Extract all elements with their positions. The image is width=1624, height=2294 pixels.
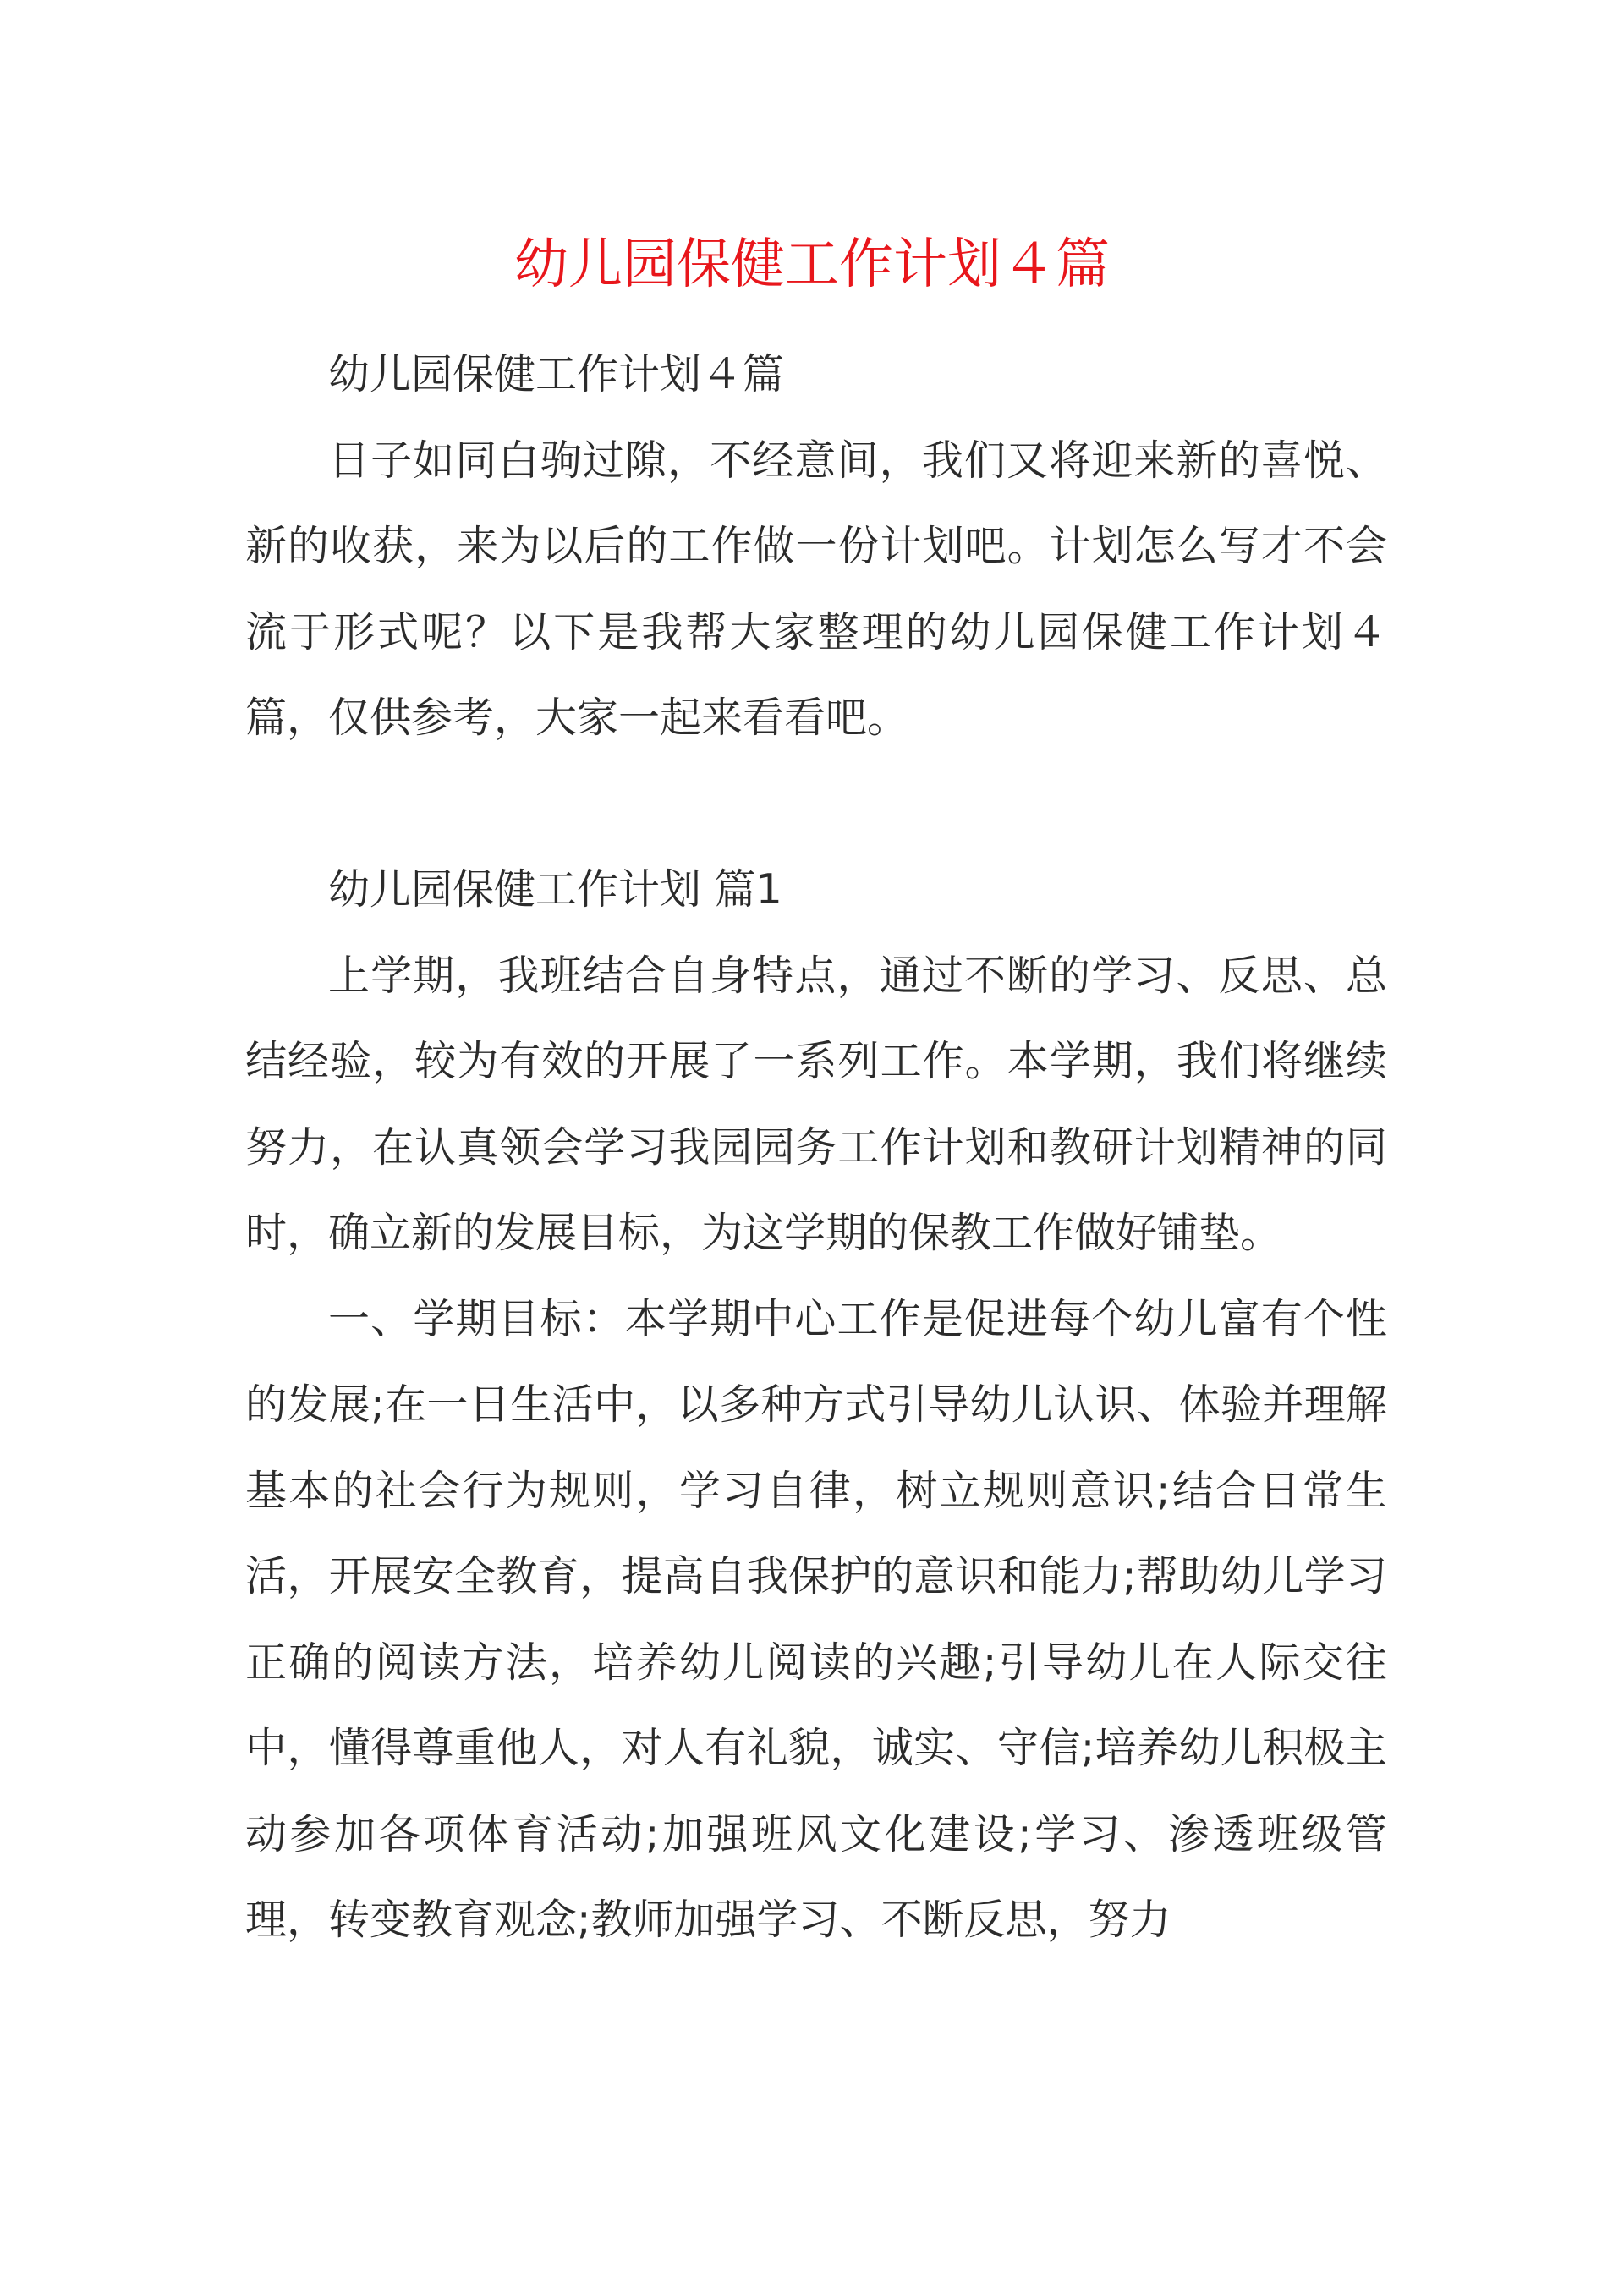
document-body [245,332,1387,1963]
paragraph-subtitle: 幼儿园保健工作计划４篇 [328,350,785,398]
section-heading-1: 幼儿园保健工作计划 篇1 [328,865,782,914]
paragraph-section1-intro: 上学期，我班结合自身特点，通过不断的学习、反思、总结经验，较为有效的开展了一系列工作。本学期，我们将继续努力，在认真领会学习我园园务工作计划和教研计划精神的同时，确立新的发展目标，为这学期的保教工作做好铺垫。 [245,951,1387,1257]
paragraph-intro: 日子如同白驹过隙，不经意间，我们又将迎来新的喜悦、新的收获，来为以后的工作做一份计划吧。计划怎么写才不会流于形式呢？以下是我帮大家整理的幼儿园保健工作计划４篇，仅供参考，大家一起来看看吧。 [245,436,1387,742]
document-title: 幼儿园保健工作计划４篇 [514,233,1110,296]
paragraph-semester-goals: 一、学期目标：本学期中心工作是促进每个幼儿富有个性的发展;在一日生活中，以多种方式引导幼儿认识、体验并理解基本的社会行为规则，学习自律，树立规则意识;结合日常生活，开展安全教育，提高自我保护的意识和能力;帮助幼儿学习正确的阅读方法，培养幼儿阅读的兴趣;引导幼儿在人际交往中，懂得尊重他人，对人有礼貌，诚实、守信;培养幼儿积极主动参加各项体育活动;加强班风文化建设;学习、渗透班级管理，转变教育观念;教师加强学习、不断反思，努力 [245,1294,1387,1944]
